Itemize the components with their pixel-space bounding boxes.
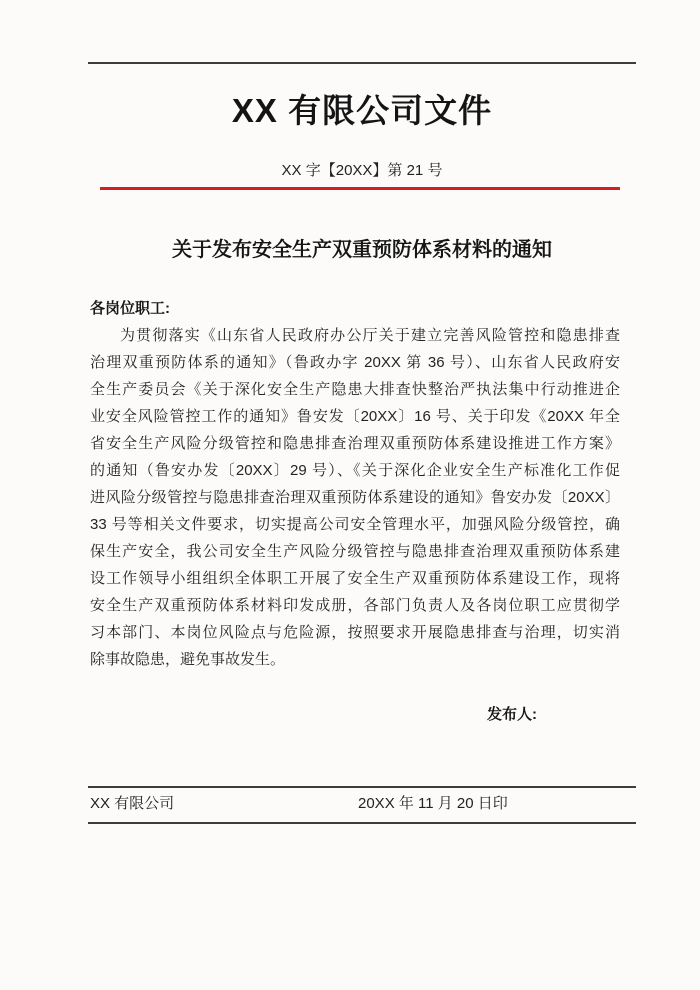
footer-company-name: XX 有限公司 bbox=[90, 795, 175, 812]
body-line: 除事故隐患，避免事故发生。 bbox=[90, 651, 286, 668]
body-line: 的通知（鲁安办发〔20XX〕29 号）、《关于深化企业安全生产标准化工作促 bbox=[90, 462, 620, 479]
publisher-label: 发布人: bbox=[487, 706, 537, 723]
header-top-rule bbox=[88, 62, 636, 64]
body-line: 习本部门、本岗位风险点与危险源，按照要求开展隐患排查与治理，切实消 bbox=[90, 624, 620, 641]
body-paragraph bbox=[90, 322, 620, 673]
body-line: 业安全风险管控工作的通知》鲁安发〔20XX〕16 号、关于印发《20XX 年全 bbox=[90, 408, 620, 425]
body-line: 安全生产双重预防体系材料印发成册，各部门负责人及各岗位职工应贯彻学 bbox=[90, 597, 620, 614]
notice-title: 关于发布安全生产双重预防体系材料的通知 bbox=[172, 239, 552, 261]
body-line: 进风险分级管控与隐患排查治理双重预防体系建设的通知》鲁安办发〔20XX〕 bbox=[90, 489, 620, 506]
body-line: 为贯彻落实《山东省人民政府办公厅关于建立完善风险管控和隐患排查 bbox=[120, 327, 620, 344]
company-title: XX 有限公司文件 bbox=[231, 92, 493, 129]
body-line: 治理双重预防体系的通知》（鲁政办字 20XX 第 36 号）、山东省人民政府安 bbox=[90, 354, 620, 371]
header-red-rule bbox=[100, 187, 620, 190]
body-line: 设工作领导小组组织全体职工开展了安全生产双重预防体系建设工作，现将 bbox=[90, 570, 620, 587]
footer-print-date: 20XX 年 11 月 20 日印 bbox=[358, 795, 508, 812]
body-line: 省安全生产风险分级管控和隐患排查治理双重预防体系建设推进工作方案》 bbox=[90, 435, 620, 452]
footer-rule-top bbox=[88, 786, 636, 788]
document-number: XX 字【20XX】第 21 号 bbox=[281, 162, 443, 179]
body-line: 保生产安全，我公司安全生产风险分级管控与隐患排查治理双重预防体系建 bbox=[90, 543, 620, 560]
body-line: 全生产委员会《关于深化安全生产隐患大排查快整治严执法集中行动推进企 bbox=[90, 381, 620, 398]
body-line: 33 号等相关文件要求，切实提高公司安全管理水平，加强风险分级管控，确 bbox=[90, 516, 620, 533]
salutation: 各岗位职工: bbox=[90, 300, 170, 317]
footer-rule-bottom bbox=[88, 822, 636, 824]
